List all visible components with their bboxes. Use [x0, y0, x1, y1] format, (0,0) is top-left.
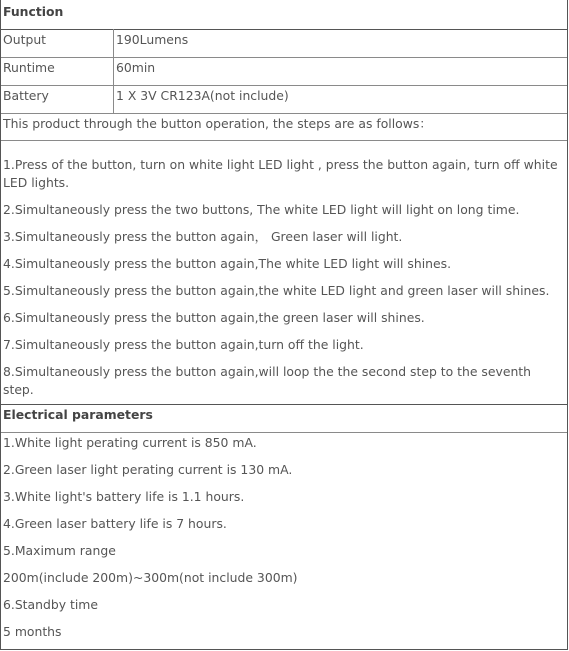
spec-sheet: Function Output 190Lumens Runtime 60min Battery 1 X 3V CR123A(not include) This product through the button operation, the steps are as follows： 1.Press of the button, turn on white light LED light , press the button again, turn off white LED lights. 2.Simultaneously press the two buttons, The white LED light will light on long time. 3.Simultaneously press the button again， Green laser will light. 4.Simultaneously press the button again,The white LED light will shines. 5.Simultaneously press the button again,the white LED light and green laser will shines. 6.Simultaneously press the button again,the green laser will shines. 7.Simultaneously press the button again,turn off the light. 8.Simultaneously press the button again,will loop the the second step to the seventh step. Electrical parameters 1.White light perating current is 850 mA. 2.Green laser light perating current is 130 mA. 3.White light's battery life is 1.1 hours. 4.Green laser battery life is 7 hours. 5.Maximum range 200m(include 200m)~300m(not include 300m) 6.Standby time 5 months	[0, 0, 568, 650]
electrical-item: 200m(include 200m)~300m(not include 300m)	[3, 570, 298, 585]
spec-value: 60min	[116, 60, 156, 75]
divider	[1, 57, 567, 58]
electrical-item: 2.Green laser light perating current is 130 mA.	[3, 462, 293, 477]
spec-value: 190Lumens	[116, 32, 189, 47]
spec-label: Output	[3, 32, 47, 47]
electrical-item: 4.Green laser battery life is 7 hours.	[3, 516, 227, 531]
divider	[1, 404, 567, 405]
column-divider	[113, 29, 114, 113]
divider	[1, 85, 567, 86]
divider	[1, 140, 567, 141]
electrical-item: 1.White light perating current is 850 mA.	[3, 435, 257, 450]
spec-label: Battery	[3, 88, 49, 103]
step-item: 8.Simultaneously press the button again,will loop the the second step to the seventh step.	[3, 364, 532, 397]
electrical-item: 6.Standby time	[3, 597, 98, 612]
spec-value: 1 X 3V CR123A(not include)	[116, 88, 289, 103]
step-item: 4.Simultaneously press the button again,The white LED light will shines.	[3, 256, 452, 271]
step-item: 5.Simultaneously press the button again,the white LED light and green laser will shines.	[3, 283, 550, 298]
spec-label: Runtime	[3, 60, 55, 75]
step-item: 1.Press of the button, turn on white light LED light , press the button again, turn off white LED lights.	[3, 157, 558, 190]
electrical-item: 5 months	[3, 624, 62, 639]
divider	[1, 29, 567, 30]
divider	[1, 432, 567, 433]
step-item: 3.Simultaneously press the button again， Green laser will light.	[3, 229, 403, 244]
step-item: 7.Simultaneously press the button again,turn off the light.	[3, 337, 364, 352]
electrical-item: 5.Maximum range	[3, 543, 116, 558]
divider	[1, 113, 567, 114]
electrical-item: 3.White light's battery life is 1.1 hours.	[3, 489, 245, 504]
step-item: 2.Simultaneously press the two buttons, The white LED light will light on long time.	[3, 202, 520, 217]
step-item: 6.Simultaneously press the button again,the green laser will shines.	[3, 310, 425, 325]
